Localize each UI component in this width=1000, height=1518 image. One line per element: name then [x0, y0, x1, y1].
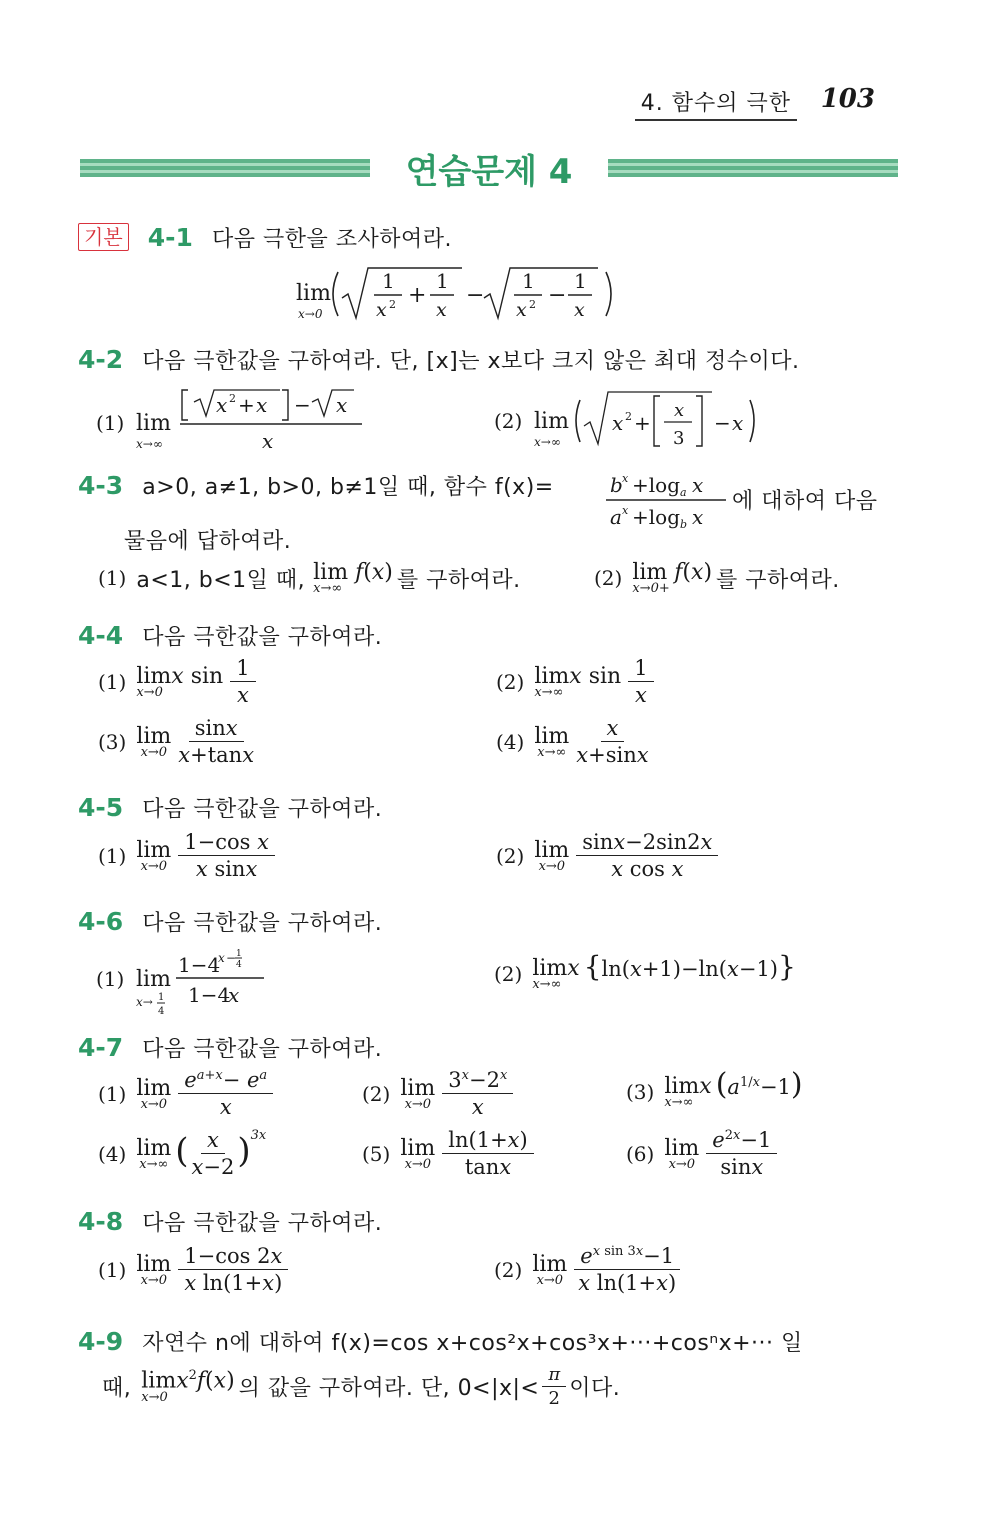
svg-text:b: b: [610, 473, 623, 497]
problem-text-b1: 때,: [102, 1376, 132, 1401]
item-4-6-2: (2) limx x→∞ {ln(x+1)−ln(x−1)}: [494, 949, 796, 992]
problem-text: 다음 극한값을 구하여라.: [142, 625, 383, 650]
svg-text:−: −: [548, 283, 567, 308]
formula-4-6-1: [96, 940, 296, 1022]
problem-number: 4-6: [78, 907, 124, 936]
svg-text:a: a: [610, 505, 622, 529]
problem-4-6: [78, 906, 898, 937]
svg-text:+: +: [634, 411, 651, 435]
problem-text: 다음 극한을 조사하여라.: [212, 227, 453, 252]
svg-text:x: x: [336, 393, 348, 417]
svg-text:x: x: [228, 983, 240, 1007]
svg-text:x: x: [256, 393, 268, 417]
problem-text-a: a>0, a≠1, b>0, b≠1일 때, 함수 f(x)=: [142, 475, 554, 500]
problem-4-4: [78, 620, 898, 651]
svg-text:(2): (2): [494, 409, 523, 433]
svg-text:2: 2: [229, 392, 236, 405]
svg-text:1: 1: [236, 949, 242, 959]
problem-4-9: [78, 1326, 898, 1357]
svg-text:x: x: [436, 299, 447, 321]
svg-text:−: −: [294, 393, 311, 417]
problem-text: 다음 극한값을 구하여라.: [142, 911, 383, 936]
svg-text:x: x: [732, 411, 744, 435]
svg-text:2: 2: [389, 298, 396, 311]
item-4-7-2: (2) lim x→0 $\frac{3^x-2^x}{x}$: [362, 1068, 516, 1119]
label: (1): [98, 566, 127, 590]
basic-badge: 기본: [78, 223, 129, 251]
svg-text:−: −: [466, 283, 485, 308]
question-4-3-2: [594, 560, 840, 596]
item-4-7-4: (4) lim x→∞ ( $\frac{x}{x-2}$ ) 3x: [98, 1128, 267, 1179]
item-4-4-2: (2) limx sin x→∞ $\frac{1}{x}$: [496, 656, 657, 707]
problem-number: 4-4: [78, 621, 124, 650]
problem-text: 다음 극한값을 구하여라.: [142, 797, 383, 822]
svg-text:lim: lim: [296, 281, 331, 306]
problem-4-2: [78, 344, 898, 375]
svg-text:4: 4: [236, 960, 242, 970]
chapter-title: 4. 함수의 극한: [635, 86, 797, 121]
problem-number: 4-5: [78, 793, 124, 822]
svg-text:x: x: [516, 299, 527, 321]
svg-text:2: 2: [625, 410, 632, 423]
problem-text-b: 에 대하여 다음: [732, 489, 878, 514]
item-4-7-5: (5) lim x→0 $\frac{\ln(1+x)}{\tan x}$: [362, 1128, 537, 1179]
svg-text:+: +: [408, 283, 427, 308]
problem-number: 4-8: [78, 1207, 124, 1236]
svg-text:x→∞: x→∞: [534, 435, 561, 449]
svg-text:x: x: [692, 505, 704, 529]
problem-text: 다음 극한값을 구하여라.: [142, 1037, 383, 1062]
svg-text:x→∞: x→∞: [136, 437, 163, 451]
problem-4-7: [78, 1032, 898, 1063]
title-bar-right-stripe: [608, 159, 898, 177]
item-4-5-1: (1) lim x→0 $\frac{\text{1−cos x}}{\text{x sinx}}$: [98, 830, 278, 881]
svg-text:1: 1: [522, 269, 535, 293]
problem-4-1: [78, 222, 898, 253]
svg-text:x→: x→: [136, 995, 153, 1009]
question-text-after: 를 구하여라.: [396, 567, 521, 593]
formula-4-1: [290, 262, 630, 324]
svg-text:x: x: [218, 951, 225, 965]
svg-text:x: x: [262, 429, 274, 453]
lim: limx$^2$f(x) x→0: [141, 1368, 235, 1405]
formula-4-3-fraction: [604, 468, 730, 530]
question-text: a<1, b<1일 때,: [136, 567, 306, 593]
svg-text:x: x: [376, 299, 387, 321]
svg-text:+log: +log: [632, 505, 680, 529]
item-4-5-2: (2) lim x→0 $\frac{\sin x-2\sin 2x}{\text{x cos x}}$: [496, 830, 721, 881]
problem-text: 다음 극한값을 구하여라.: [142, 1211, 383, 1236]
formula-4-2-1: [96, 382, 386, 456]
problem-text-a: 자연수 n에 대하여 f(x)=cos x+cos²x+cos³x+···+cosⁿx+··· 일: [142, 1331, 803, 1356]
svg-text:1: 1: [158, 992, 165, 1003]
svg-text:1: 1: [382, 269, 395, 293]
svg-text:2: 2: [529, 298, 536, 311]
svg-text:x: x: [622, 472, 629, 485]
svg-text:1−4: 1−4: [188, 983, 231, 1007]
page-number: 103: [820, 84, 875, 114]
section-title-bar: [80, 142, 898, 194]
svg-text:x: x: [692, 473, 704, 497]
formula-4-2-2: [494, 388, 784, 458]
svg-text:(1): (1): [96, 967, 125, 991]
label: (2): [594, 566, 623, 590]
svg-text:x: x: [622, 504, 629, 517]
item-4-4-1: (1) limx sin x→0 $\frac{1}{x}$: [98, 656, 259, 707]
problem-number: 4-1: [147, 223, 193, 252]
svg-text:b: b: [680, 518, 688, 530]
svg-text:1: 1: [436, 269, 449, 293]
problem-4-5: [78, 792, 898, 823]
item-4-8-1: (1) lim x→0 $\frac{1-\cos 2x}{\text{x ln(1+x)}}$: [98, 1244, 291, 1295]
problem-text-b2: 의 값을 구하여라. 단, 0<|x|<: [238, 1376, 540, 1401]
question-4-3-1: [98, 560, 521, 596]
question-text-after: 를 구하여라.: [716, 567, 840, 593]
item-4-4-4: (4) lim x→∞ $\frac{x}{x+\sin x}$: [496, 716, 649, 767]
item-4-7-6: (6) lim x→0 $\frac{e^{2x}-1}{\sin x}$: [626, 1128, 780, 1179]
item-4-8-2: (2) lim x→0 $\frac{e^{x sin 3x}-1}{\text{x ln(1+x)}}$: [494, 1244, 683, 1295]
svg-text:x: x: [612, 411, 624, 435]
title-bar-left-stripe: [80, 159, 370, 177]
page-header: [0, 80, 875, 120]
svg-text:x: x: [674, 400, 685, 421]
svg-text:lim: lim: [534, 409, 569, 434]
svg-text:lim: lim: [136, 967, 171, 992]
problem-number: 4-3: [78, 471, 124, 500]
svg-text:1−4: 1−4: [178, 953, 221, 977]
section-title: 연습문제 4: [405, 152, 573, 192]
problem-number: 4-7: [78, 1033, 124, 1062]
problem-number: 4-2: [78, 345, 124, 374]
svg-text:x: x: [216, 393, 228, 417]
problem-text-c: 물음에 답하여라.: [124, 529, 292, 554]
svg-text:+log: +log: [632, 473, 680, 497]
item-4-7-1: (1) lim x→0 $\frac{e^{a+x}- e^a}{x}$: [98, 1068, 276, 1119]
lim: lim f(x) x→∞: [313, 560, 393, 596]
problem-text: 다음 극한값을 구하여라. 단, [x]는 x보다 크지 않은 최대 정수이다.: [142, 349, 800, 374]
problem-number: 4-9: [78, 1327, 124, 1356]
svg-text:3: 3: [673, 428, 685, 449]
problem-4-9-line2: 때, limx$^2$f(x) x→0 의 값을 구하여라. 단, 0<|x|< $\frac{\pi}{2}$ 이다.: [102, 1364, 621, 1409]
svg-text:+: +: [238, 393, 255, 417]
svg-text:lim: lim: [136, 411, 171, 436]
item-4-4-3: (3) lim x→0 $\frac{\sin x}{x+\tan x}$: [98, 716, 255, 767]
svg-text:−: −: [226, 951, 237, 965]
svg-text:−: −: [714, 411, 731, 435]
item-4-7-3: (3) limx x→∞ $(a^{1/x}-1)$: [626, 1066, 803, 1110]
lim: lim f(x) x→0+: [632, 560, 713, 596]
svg-text:x→0: x→0: [298, 307, 323, 321]
label: (1): [96, 411, 125, 435]
svg-text:1: 1: [574, 269, 587, 293]
svg-text:x: x: [574, 299, 585, 321]
svg-text:4: 4: [158, 1006, 165, 1017]
problem-text-b3: 이다.: [569, 1376, 621, 1401]
svg-text:a: a: [680, 486, 687, 499]
problem-4-8: [78, 1206, 898, 1237]
